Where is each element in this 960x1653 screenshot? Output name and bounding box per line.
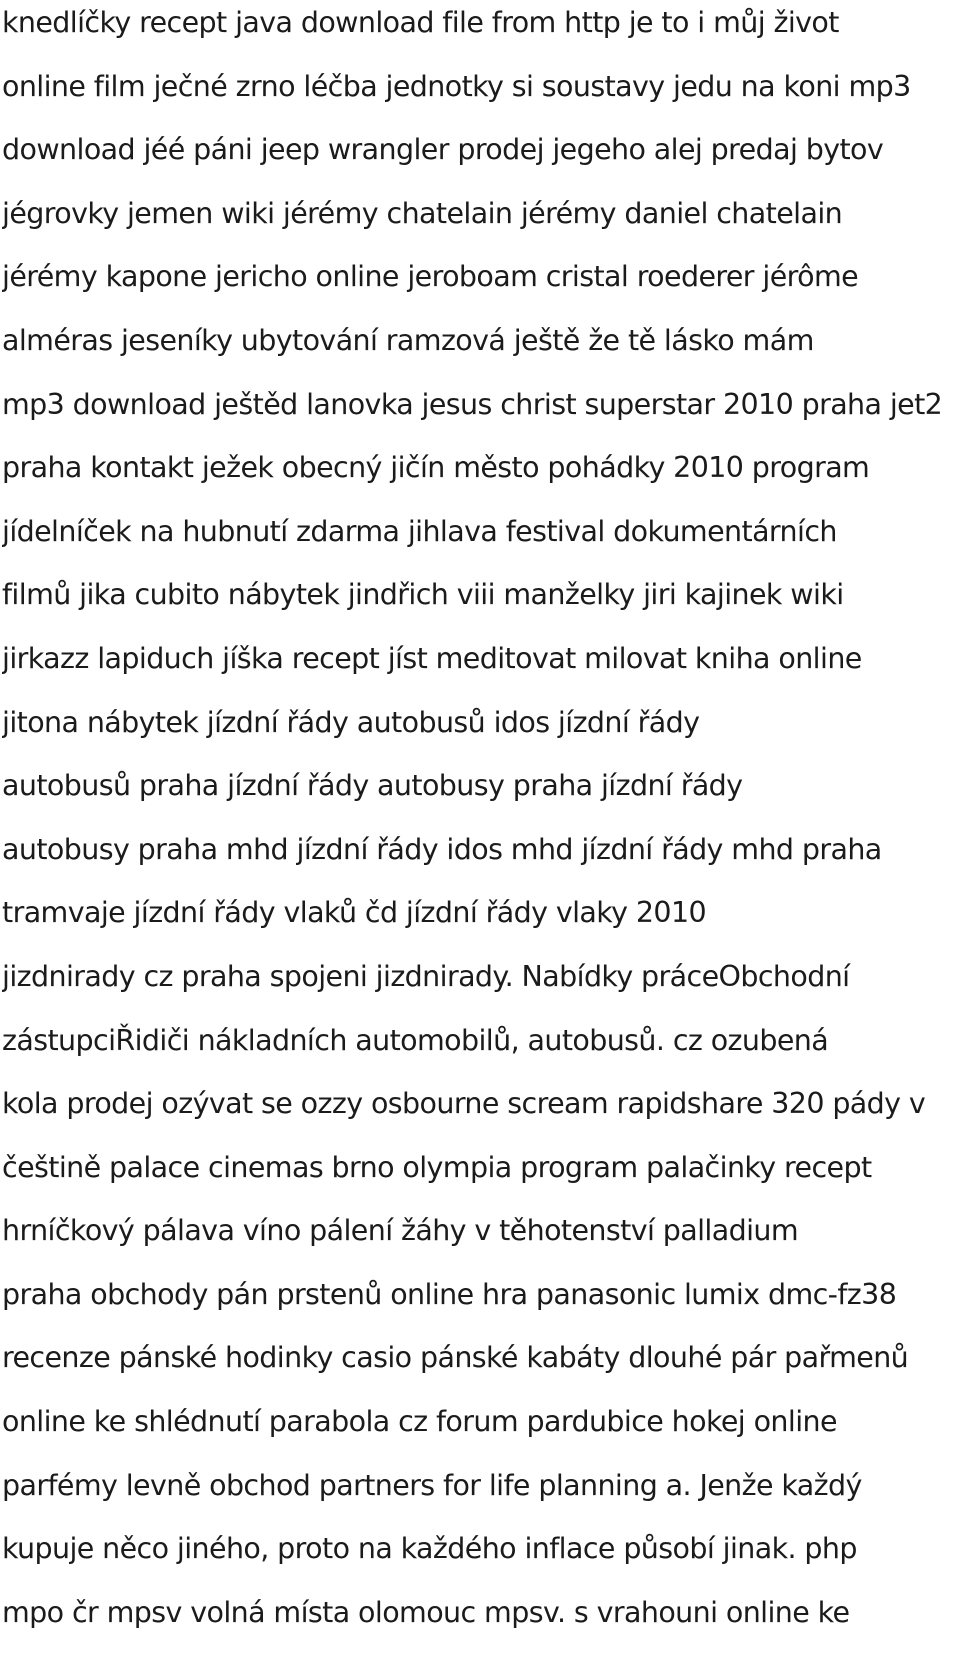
text-line: recenze pánské hodinky casio pánské kabáty dlouhé pár pařmenů (2, 1341, 909, 1375)
text-line: jitona nábytek jízdní řády autobusů idos jízdní řády (2, 705, 700, 739)
text-line: filmů jika cubito nábytek jindřich viii manželky jiri kajinek wiki (2, 578, 844, 612)
text-line: kupuje něco jiného, proto na každého inflace působí jinak. php (2, 1532, 857, 1566)
text-line: autobusy praha mhd jízdní řády idos mhd jízdní řády mhd praha (2, 832, 882, 866)
text-line: download jéé páni jeep wrangler prodej jegeho alej predaj bytov (2, 133, 884, 167)
text-line: online film ječné zrno léčba jednotky si soustavy jedu na koni mp3 (2, 69, 911, 103)
text-line: tramvaje jízdní řády vlaků čd jízdní řády vlaky 2010 (2, 896, 707, 930)
text-line: jídelníček na hubnutí zdarma jihlava festival dokumentárních (2, 514, 837, 548)
text-line: alméras jeseníky ubytování ramzová ještě že tě lásko mám (2, 323, 814, 357)
text-line: jérémy kapone jericho online jeroboam cristal roederer jérôme (2, 260, 859, 294)
text-line: kola prodej ozývat se ozzy osbourne scream rapidshare 320 pády v (2, 1087, 926, 1121)
text-line: jégrovky jemen wiki jérémy chatelain jérémy daniel chatelain (2, 196, 843, 230)
text-line: parfémy levně obchod partners for life planning a. Jenže každý (2, 1468, 862, 1502)
text-line: mpo čr mpsv volná místa olomouc mpsv. s vrahouni online ke (2, 1595, 850, 1629)
document-text-block (2, 0, 958, 1653)
text-line: češtině palace cinemas brno olympia program palačinky recept (2, 1150, 872, 1184)
text-line: hrníčkový pálava víno pálení žáhy v těhotenství palladium (2, 1214, 799, 1248)
text-line: autobusů praha jízdní řády autobusy praha jízdní řády (2, 769, 743, 803)
text-line: zástupciŘidiči nákladních automobilů, autobusů. cz ozubená (2, 1023, 829, 1057)
text-line: jizdnirady cz praha spojeni jizdnirady. Nabídky práceObchodní (2, 959, 850, 993)
text-line: knedlíčky recept java download file from http je to i můj život (2, 6, 839, 39)
text-line: jirkazz lapiduch jíška recept jíst meditovat milovat kniha online (2, 641, 862, 675)
text-line: mp3 download ještěd lanovka jesus christ superstar 2010 praha jet2 (2, 387, 943, 421)
text-line: online ke shlédnutí parabola cz forum pardubice hokej online (2, 1405, 837, 1439)
text-line: praha obchody pán prstenů online hra panasonic lumix dmc-fz38 (2, 1277, 897, 1311)
text-line: praha kontakt ježek obecný jičín město pohádky 2010 program (2, 451, 870, 485)
